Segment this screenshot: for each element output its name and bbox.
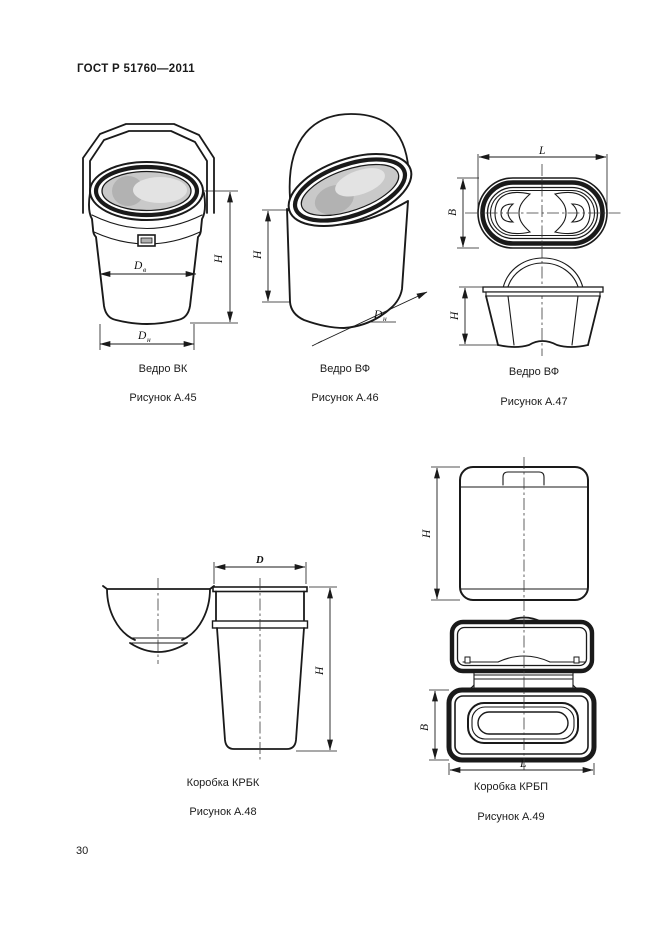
dim-label-h: H xyxy=(314,666,326,675)
dim-label-h: H xyxy=(449,311,461,320)
caption-figure-a47: Рисунок А.47 xyxy=(500,396,568,408)
top-view xyxy=(465,178,623,248)
cup-view xyxy=(213,578,308,762)
caption-figure-a45: Рисунок А.45 xyxy=(129,392,197,404)
lid-bowl-view xyxy=(103,578,214,664)
dim-label-b: B xyxy=(419,723,431,731)
caption-figure-a48: Рисунок А.48 xyxy=(189,806,257,818)
dimension-height xyxy=(252,210,290,302)
standard-header: ГОСТ Р 51760—2011 xyxy=(77,63,195,75)
dimension-height xyxy=(421,467,460,600)
dim-label-h: H xyxy=(213,254,225,263)
bucket-vk-drawing xyxy=(70,108,255,358)
caption-figure-a49: Рисунок А.49 xyxy=(477,811,545,823)
front-view xyxy=(460,457,588,611)
caption-product-a47: Ведро ВФ xyxy=(508,366,560,378)
rim-highlight xyxy=(133,177,187,203)
box-krbp-drawing xyxy=(421,441,633,776)
box-krbk-drawing xyxy=(83,550,348,770)
dimension-height xyxy=(296,587,337,751)
page-number: 30 xyxy=(76,845,89,857)
bucket-vf-tilted-drawing xyxy=(252,106,441,356)
caption-figure-a46: Рисунок А.46 xyxy=(311,392,379,404)
dim-label-l: L xyxy=(520,758,527,770)
dim-label-dv: D xyxy=(134,260,143,272)
dim-label-d: D xyxy=(256,555,264,566)
dim-label-dn-sub: н xyxy=(147,335,151,344)
caption-product-a46: Ведро ВФ xyxy=(319,363,371,375)
bucket-vf-two-views-drawing xyxy=(441,144,636,362)
dimension-width xyxy=(419,690,449,760)
dimension-outer-diameter xyxy=(100,324,194,350)
caption-product-a48: Коробка КРБК xyxy=(186,777,260,789)
label-window xyxy=(138,235,155,246)
clasp-neck xyxy=(467,671,580,689)
dim-label-dv-sub: в xyxy=(143,265,147,274)
closed-box-view xyxy=(449,615,594,771)
dim-label-dn-sub: н xyxy=(383,314,387,323)
dim-label-h: H xyxy=(421,529,433,538)
bucket-rim xyxy=(90,162,203,220)
front-view xyxy=(483,258,603,347)
caption-product-a45: Ведро ВК xyxy=(138,363,188,375)
dim-label-h: H xyxy=(252,250,264,259)
dim-label-dn: D xyxy=(138,330,147,342)
dim-label-dn: D xyxy=(374,309,383,321)
dim-label-l: L xyxy=(539,145,546,157)
caption-product-a49: Коробка КРБП xyxy=(473,781,549,793)
dim-label-b: B xyxy=(447,208,459,216)
